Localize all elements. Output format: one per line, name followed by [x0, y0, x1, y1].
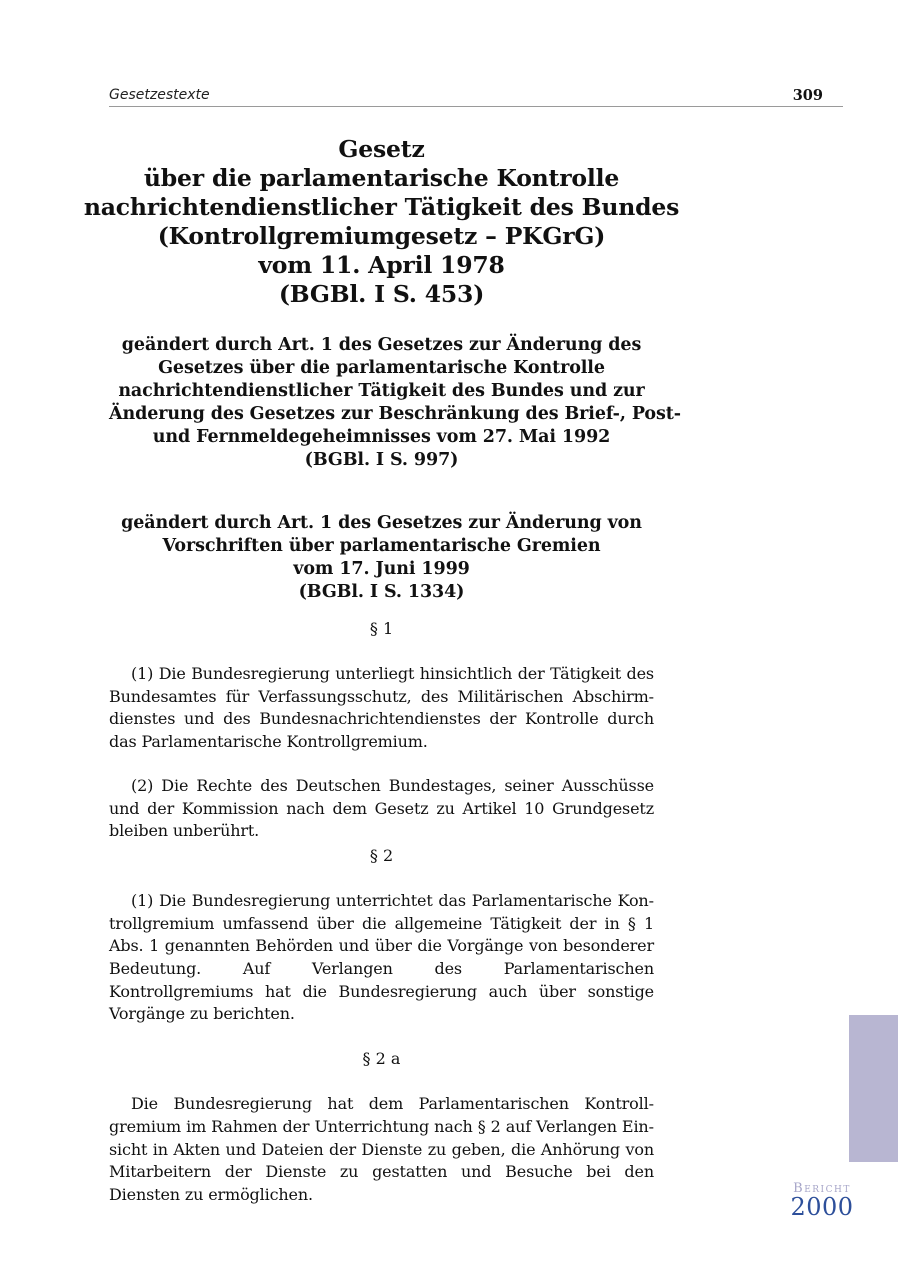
- document-body: [83, 135, 681, 1207]
- section-2a-paragraph: Die Bundesregierung hat dem Parlamentarischen Kontrollgremium im Rahmen der Unterrichtung nach § 2 auf Verlangen Einsicht in Akten und Dateien der Dienste zu geben, die Anhörung von Mitarbeitern der Dienste zu gestatten und Besuche bei den Diensten zu ermöglichen.: [109, 1094, 654, 1204]
- chapter-tab-marker: [849, 1015, 898, 1162]
- amendment-line: (BGBl. I S. 1334): [298, 582, 465, 602]
- amendment-line: vom 17. Juni 1999: [293, 559, 470, 579]
- title-line: nachrichtendienstlicher Tätigkeit des Bundes: [83, 193, 680, 221]
- logo-word: Bericht: [793, 1181, 851, 1196]
- amendment-line: geändert durch Art. 1 des Gesetzes zur Änderung des: [121, 335, 642, 355]
- amendment-line: Änderung des Gesetzes zur Beschränkung des Brief-, Post-: [109, 404, 681, 424]
- running-head: [109, 86, 843, 107]
- section-heading-2: § 2: [369, 845, 394, 865]
- amendment-line: Vorschriften über parlamentarische Gremien: [162, 536, 601, 556]
- title-line: (BGBl. I S. 453): [278, 280, 485, 308]
- logo-year: 2000: [790, 1193, 854, 1221]
- amendment-line: nachrichtendienstlicher Tätigkeit des Bundes und zur: [118, 381, 645, 401]
- amendment-line: Gesetzes über die parlamentarische Kontrolle: [158, 358, 605, 378]
- title-line: (Kontrollgremiumgesetz – PKGrG): [157, 222, 606, 250]
- page-number: 309: [792, 87, 823, 104]
- running-head-title: Gesetzestexte: [109, 87, 210, 103]
- section-heading-2a: § 2 a: [362, 1049, 401, 1069]
- section-1-paragraph-2: (2) Die Rechte des Deutschen Bundestages, seiner Ausschüsse und der Kommission nach dem Gesetz zu Artikel 10 Grundgesetz bleiben unberührt.: [109, 775, 654, 841]
- amendment-line: (BGBl. I S. 997): [304, 450, 459, 470]
- section-2-paragraph-1: (1) Die Bundesregierung unterrichtet das Parlamentarische Kontrollgremium umfassend über die allgemeine Tätigkeit der in § 1 Abs. 1 genannten Behörden und über die Vorgänge von besonderer Bedeutung. Auf Verlangen des Parlamentarischen Kontrollgremiums hat die Bundesregierung auch über sonstige Vorgänge zu berichten.: [109, 890, 654, 1024]
- law-title: [79, 135, 684, 309]
- amendment-line: und Fernmeldegeheimnisses vom 27. Mai 1992: [152, 427, 611, 447]
- section-heading-1: § 1: [369, 619, 394, 638]
- title-line: über die parlamentarische Kontrolle: [143, 164, 620, 192]
- section-1-paragraph-1: (1) Die Bundesregierung unterliegt hinsichtlich der Tätigkeit des Bundesamtes für Verfassungsschutz, des Militärischen Abschirmdienstes und des Bundesnachrichtendienstes der Kontrolle durch das Parlamentarische Kontrollgremium.: [109, 664, 654, 752]
- title-line: Gesetz: [338, 135, 425, 163]
- amendment-note-1992: [109, 334, 681, 472]
- title-line: vom 11. April 1978: [258, 251, 505, 279]
- amendment-line: geändert durch Art. 1 des Gesetzes zur Änderung von: [121, 513, 642, 533]
- amendment-note-1999: [109, 512, 654, 604]
- bericht-2000-logo: [786, 1181, 858, 1221]
